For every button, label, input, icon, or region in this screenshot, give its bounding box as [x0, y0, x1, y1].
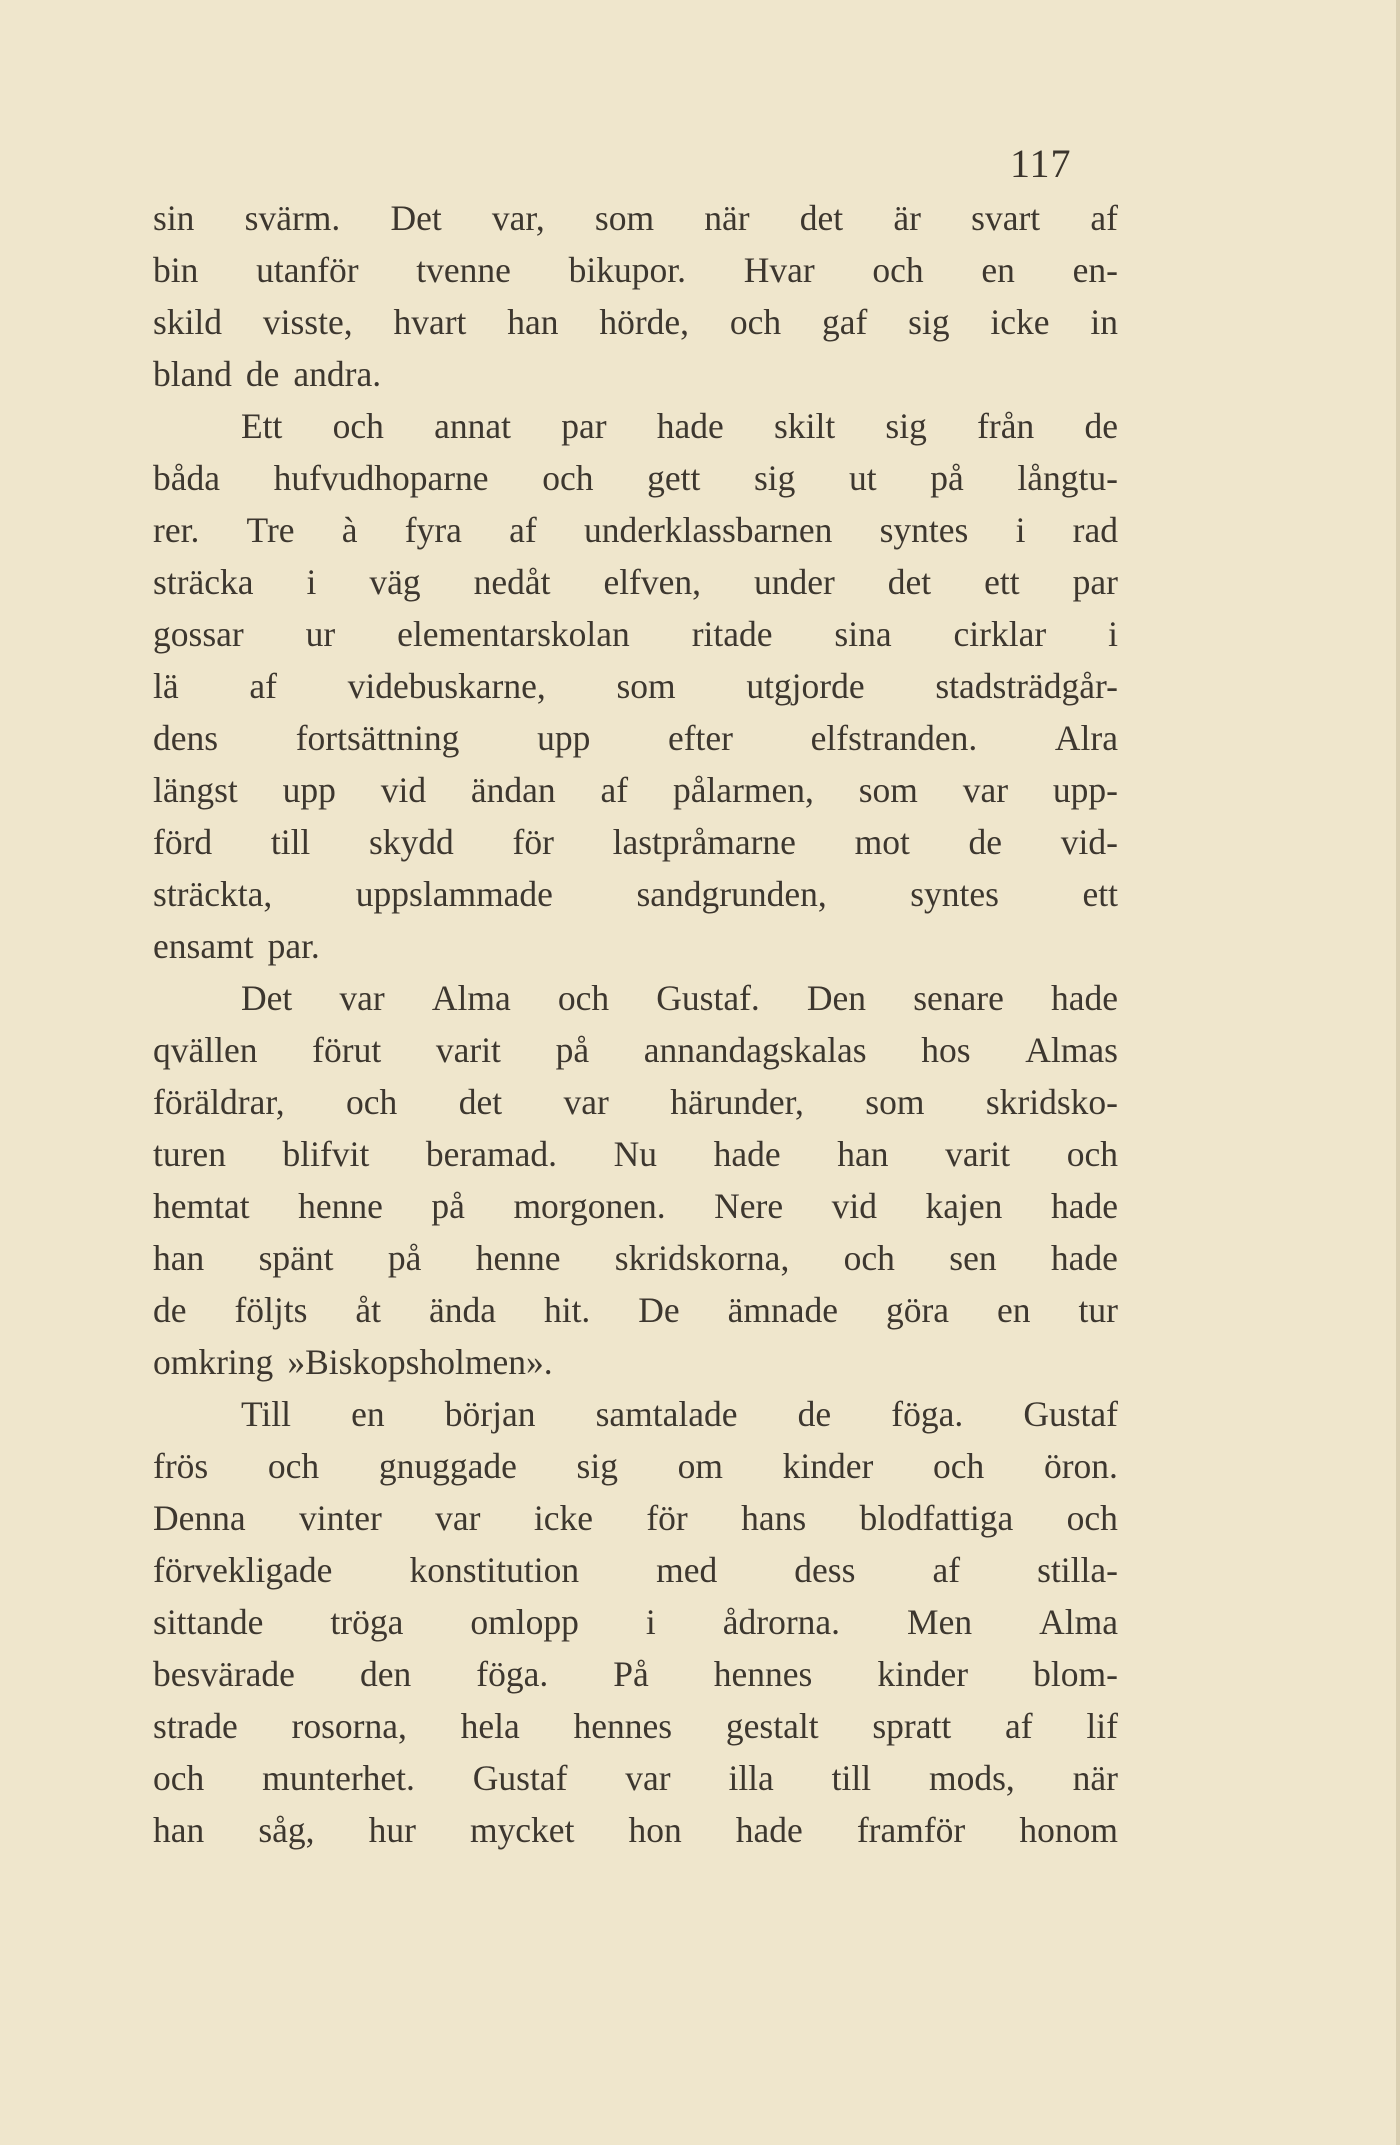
text-line	[153, 1284, 1118, 1336]
text-line	[153, 660, 1118, 712]
word: hit.	[543, 1290, 591, 1330]
word: kajen	[925, 1186, 1003, 1226]
text-line	[153, 556, 1118, 608]
page-number: 117	[1010, 141, 1072, 186]
word: och	[557, 978, 610, 1018]
word: af	[1004, 1706, 1033, 1746]
word: med	[656, 1550, 718, 1590]
word: blom-	[1033, 1654, 1118, 1694]
word: dess	[794, 1550, 856, 1590]
word: andra.	[293, 354, 382, 394]
word: in	[1090, 302, 1118, 342]
word: senare	[913, 978, 1004, 1018]
word: qvällen	[153, 1030, 258, 1070]
word: ända	[428, 1290, 496, 1330]
word: ur	[305, 614, 336, 654]
word: ämnade	[727, 1290, 839, 1330]
word: när	[704, 198, 750, 238]
word: upp	[537, 718, 591, 758]
word: ritade	[691, 614, 773, 654]
text-line	[153, 972, 1118, 1024]
word: På	[613, 1654, 649, 1694]
text-line	[153, 712, 1118, 764]
word: frös	[153, 1446, 209, 1486]
text-line	[153, 1492, 1118, 1544]
word: stilla-	[1037, 1550, 1118, 1590]
word: bikupor.	[568, 250, 686, 290]
word: kinder	[782, 1446, 874, 1486]
word: Alra	[1054, 718, 1118, 758]
word: spänt	[258, 1238, 334, 1278]
word: och	[729, 302, 782, 342]
word: det	[799, 198, 844, 238]
word: sin	[153, 198, 195, 238]
word: »Biskopsholmen».	[287, 1342, 553, 1382]
word: gett	[647, 458, 701, 498]
word: Denna	[153, 1498, 246, 1538]
word: hur	[368, 1810, 416, 1850]
word: och	[872, 250, 924, 290]
word: pålarmen,	[672, 770, 814, 810]
word: bland	[153, 354, 232, 394]
word: förut	[312, 1030, 382, 1070]
word: för	[512, 822, 554, 862]
word: ett	[984, 562, 1020, 602]
text-line	[153, 920, 1118, 972]
word: annat	[434, 406, 512, 446]
word: vinter	[299, 1498, 382, 1538]
word: uppslammade	[355, 874, 553, 914]
word: i	[1108, 614, 1118, 654]
word: af	[932, 1550, 961, 1590]
word: visste,	[262, 302, 353, 342]
word: mods,	[928, 1758, 1015, 1798]
word: varit	[435, 1030, 501, 1070]
word: rer.	[153, 510, 200, 550]
word: Det	[390, 198, 442, 238]
word: och	[346, 1082, 398, 1122]
word: sträcka	[153, 562, 254, 602]
word: väg	[369, 562, 421, 602]
word: härunder,	[670, 1082, 804, 1122]
word: i	[645, 1602, 656, 1642]
text-line	[153, 1024, 1118, 1076]
word: Tre	[246, 510, 295, 550]
word: De	[638, 1290, 680, 1330]
word: rosorna,	[291, 1706, 407, 1746]
word: till	[270, 822, 311, 862]
word: rad	[1072, 510, 1118, 550]
word: framför	[856, 1810, 966, 1850]
word: som	[865, 1082, 925, 1122]
word: omkring	[153, 1342, 274, 1382]
word: Nere	[714, 1186, 784, 1226]
word: som	[616, 666, 676, 706]
word: utgjorde	[746, 666, 865, 706]
text-line	[153, 1180, 1118, 1232]
word: föräldrar,	[153, 1082, 285, 1122]
word: svart	[971, 198, 1041, 238]
text-line	[153, 1648, 1118, 1700]
text-line	[153, 1388, 1118, 1440]
text-line	[153, 1076, 1118, 1128]
word: åt	[355, 1290, 382, 1330]
word: ett	[1082, 874, 1118, 914]
word: illa	[728, 1758, 774, 1798]
word: Gustaf	[1023, 1394, 1118, 1434]
word: henne	[298, 1186, 383, 1226]
text-line	[153, 1336, 1118, 1388]
text-line	[153, 452, 1118, 504]
text-line	[153, 244, 1118, 296]
word: efter	[667, 718, 733, 758]
text-line	[153, 192, 1118, 244]
word: skydd	[368, 822, 454, 862]
word: konstitution	[409, 1550, 580, 1590]
word: syntes	[910, 874, 999, 914]
word: vid	[831, 1186, 878, 1226]
word: par	[1072, 562, 1118, 602]
word: sig	[885, 406, 927, 446]
word: han	[507, 302, 559, 342]
word: de	[153, 1290, 187, 1330]
word: Till	[241, 1394, 292, 1434]
word: han	[153, 1238, 205, 1278]
word: en	[351, 1394, 385, 1434]
text-line	[153, 1752, 1118, 1804]
word: syntes	[879, 510, 969, 550]
word: vid	[380, 770, 427, 810]
word: nedåt	[473, 562, 551, 602]
word: beramad.	[425, 1134, 558, 1174]
text-line	[153, 868, 1118, 920]
word: var	[962, 770, 1009, 810]
word: en	[981, 250, 1015, 290]
word: varit	[945, 1134, 1011, 1174]
text-line	[153, 816, 1118, 868]
word: hörde,	[599, 302, 690, 342]
word: som	[858, 770, 918, 810]
word: om	[677, 1446, 723, 1486]
word: hon	[628, 1810, 682, 1850]
word: tröga	[330, 1602, 404, 1642]
word: i	[306, 562, 317, 602]
word: elfstranden.	[810, 718, 978, 758]
word: bin	[153, 250, 199, 290]
word: Alma	[431, 978, 511, 1018]
word: Almas	[1025, 1030, 1118, 1070]
word: icke	[533, 1498, 593, 1538]
word: gestalt	[725, 1706, 819, 1746]
word: och	[1066, 1134, 1118, 1174]
word: morgonen.	[513, 1186, 666, 1226]
word: Gustaf	[472, 1758, 568, 1798]
word: henne	[475, 1238, 561, 1278]
body-text	[153, 192, 1118, 1856]
word: gnuggade	[378, 1446, 517, 1486]
text-line	[153, 348, 1118, 400]
word: gossar	[153, 614, 244, 654]
word: och	[933, 1446, 985, 1486]
text-line	[153, 1232, 1118, 1284]
word: i	[1015, 510, 1026, 550]
word: videbuskarne,	[347, 666, 546, 706]
word: båda	[153, 458, 221, 498]
word: Ett	[241, 406, 283, 446]
word: hos	[921, 1030, 971, 1070]
word: och	[843, 1238, 895, 1278]
word: som	[594, 198, 655, 238]
word: skridskorna,	[614, 1238, 790, 1278]
word: och	[332, 406, 384, 446]
word: var	[339, 978, 385, 1018]
word: när	[1072, 1758, 1118, 1798]
word: par	[561, 406, 607, 446]
text-line	[153, 1440, 1118, 1492]
text-line	[153, 504, 1118, 556]
text-line	[153, 296, 1118, 348]
word: svärm.	[244, 198, 341, 238]
word: af	[600, 770, 629, 810]
word: hade	[1050, 1238, 1118, 1278]
word: sandgrunden,	[636, 874, 827, 914]
word: upp-	[1052, 770, 1118, 810]
word: skilt	[774, 406, 836, 446]
word: lastpråmarne	[612, 822, 796, 862]
word: på	[387, 1238, 422, 1278]
word: vid-	[1060, 822, 1118, 862]
word: Den	[806, 978, 867, 1018]
word: sig	[576, 1446, 618, 1486]
word: icke	[990, 302, 1050, 342]
word: elementarskolan	[397, 614, 630, 654]
word: ut	[849, 458, 877, 498]
word: lif	[1086, 1706, 1118, 1746]
word: utanför	[256, 250, 359, 290]
word: mot	[854, 822, 910, 862]
word: skridsko-	[985, 1082, 1118, 1122]
word: lä	[153, 666, 179, 706]
word: cirklar	[953, 614, 1047, 654]
word: öron.	[1043, 1446, 1118, 1486]
word: fortsättning	[295, 718, 460, 758]
text-line	[153, 1544, 1118, 1596]
word: ådrorna.	[722, 1602, 841, 1642]
word: de	[797, 1394, 832, 1434]
word: blodfattiga	[859, 1498, 1014, 1538]
word: förd	[153, 822, 213, 862]
word: sig	[908, 302, 950, 342]
word: Det	[241, 978, 293, 1018]
word: mycket	[469, 1810, 575, 1850]
word: hade	[1050, 1186, 1118, 1226]
text-line	[153, 1128, 1118, 1180]
text-line	[153, 764, 1118, 816]
word: och	[153, 1758, 205, 1798]
word: den	[359, 1654, 412, 1694]
word: hans	[741, 1498, 807, 1538]
text-line	[153, 400, 1118, 452]
word: och	[267, 1446, 320, 1486]
word: på	[930, 458, 964, 498]
word: af	[249, 666, 277, 706]
word: hennes	[573, 1706, 673, 1746]
word: en-	[1072, 250, 1118, 290]
word: hennes	[713, 1654, 813, 1694]
word: såg,	[258, 1810, 315, 1850]
word: och	[1066, 1498, 1118, 1538]
word: skild	[153, 302, 223, 342]
word: spratt	[872, 1706, 952, 1746]
word: en	[997, 1290, 1031, 1330]
word: sträckta,	[153, 874, 273, 914]
word: elfven,	[603, 562, 702, 602]
word: hufvudhoparne	[273, 458, 489, 498]
word: hade	[735, 1810, 803, 1850]
word: tvenne	[416, 250, 511, 290]
word: kinder	[877, 1654, 969, 1694]
word: början	[444, 1394, 536, 1434]
word: Men	[907, 1602, 973, 1642]
word: till	[831, 1758, 872, 1798]
word: Alma	[1039, 1602, 1118, 1642]
word: omlopp	[470, 1602, 579, 1642]
word: upp	[282, 770, 336, 810]
text-line	[153, 1596, 1118, 1648]
word: från	[977, 406, 1035, 446]
word: af	[1090, 198, 1118, 238]
word: dens	[153, 718, 219, 758]
text-line	[153, 608, 1118, 660]
word: strade	[153, 1706, 238, 1746]
word: hade	[713, 1134, 781, 1174]
word: stadsträdgår-	[935, 666, 1118, 706]
word: tur	[1078, 1290, 1118, 1330]
word: han	[153, 1810, 205, 1850]
word: underklassbarnen	[583, 510, 833, 550]
word: och	[542, 458, 594, 498]
word: de	[1084, 406, 1118, 446]
word: samtalade	[595, 1394, 738, 1434]
word: de	[245, 354, 280, 394]
word: föga.	[891, 1394, 964, 1434]
word: under	[753, 562, 835, 602]
word: af	[509, 510, 537, 550]
word: sina	[834, 614, 892, 654]
word: ensamt	[153, 926, 254, 966]
word: göra	[885, 1290, 950, 1330]
word: hemtat	[153, 1186, 250, 1226]
text-line	[153, 1804, 1118, 1856]
word: var,	[491, 198, 545, 238]
word: turen	[153, 1134, 226, 1174]
word: på	[431, 1186, 465, 1226]
word: han	[837, 1134, 889, 1174]
word: gaf	[821, 302, 868, 342]
word: Gustaf.	[656, 978, 760, 1018]
word: de	[968, 822, 1003, 862]
word: det	[887, 562, 932, 602]
word: Nu	[613, 1134, 657, 1174]
word: hvart	[393, 302, 467, 342]
word: för	[646, 1498, 688, 1538]
word: besvärade	[153, 1654, 295, 1694]
word: långtu-	[1017, 458, 1118, 498]
word: annandagskalas	[643, 1030, 867, 1070]
word: sen	[949, 1238, 997, 1278]
word: följts	[234, 1290, 308, 1330]
word: är	[893, 198, 921, 238]
word: fyra	[404, 510, 462, 550]
word: var	[625, 1758, 671, 1798]
word: hela	[460, 1706, 520, 1746]
word: munterhet.	[262, 1758, 415, 1798]
word: det	[458, 1082, 503, 1122]
word: på	[555, 1030, 590, 1070]
word: sig	[753, 458, 796, 498]
page-edge	[1396, 0, 1400, 2145]
word: hade	[656, 406, 724, 446]
text-line	[153, 1700, 1118, 1752]
word: honom	[1019, 1810, 1118, 1850]
word: längst	[153, 770, 238, 810]
word: föga.	[476, 1654, 549, 1694]
word: par.	[267, 926, 320, 966]
word: à	[341, 510, 358, 550]
word: blifvit	[282, 1134, 370, 1174]
word: ändan	[470, 770, 556, 810]
word: var	[563, 1082, 609, 1122]
word: hade	[1050, 978, 1118, 1018]
word: förvekligade	[153, 1550, 333, 1590]
word: var	[435, 1498, 481, 1538]
word: Hvar	[743, 250, 815, 290]
word: sittande	[153, 1602, 264, 1642]
